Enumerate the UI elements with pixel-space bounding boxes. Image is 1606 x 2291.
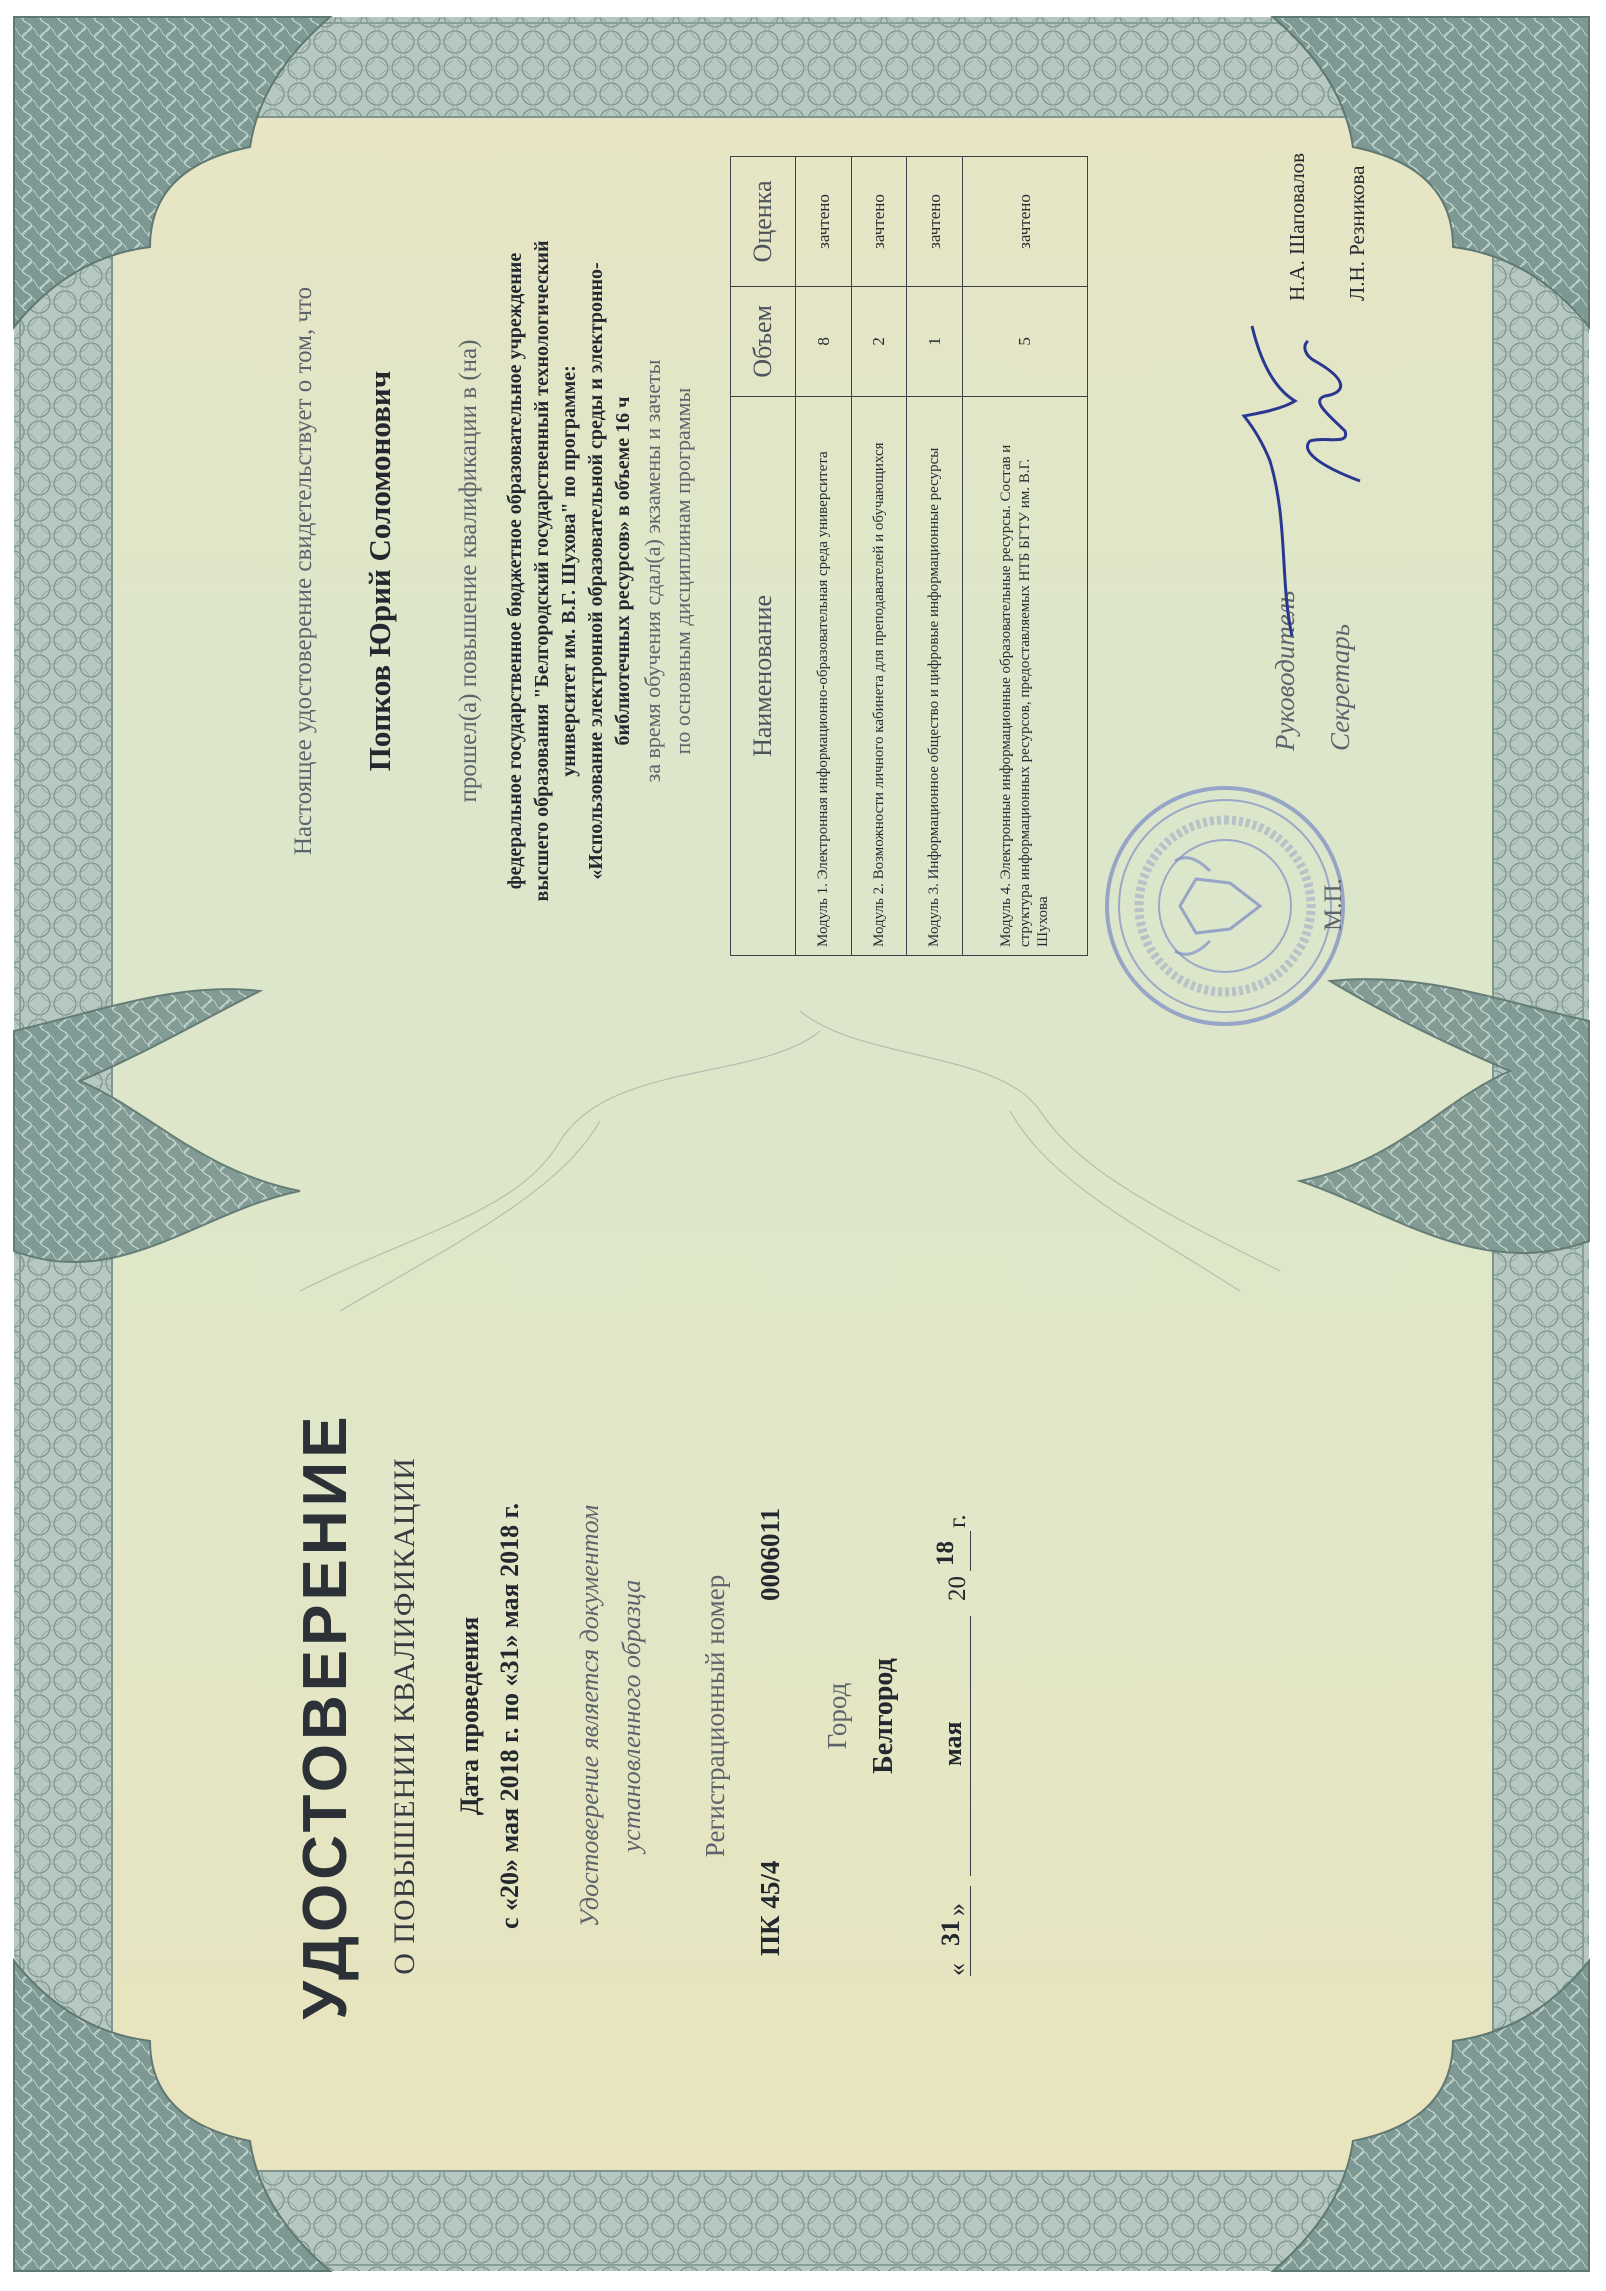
header-name: Наименование bbox=[731, 396, 796, 955]
issue-date-month-underline bbox=[970, 1616, 971, 1876]
issue-date-open-quote: « bbox=[942, 1963, 971, 1976]
issue-date-year-suffix: 18 bbox=[932, 1541, 959, 1566]
table-row bbox=[963, 157, 1088, 956]
reg-number-label: Регистрационный номер bbox=[700, 1574, 730, 1858]
module-volume: 2 bbox=[851, 286, 907, 396]
header-grade: Оценка bbox=[731, 157, 796, 287]
module-name: Модуль 2. Возможности личного кабинета для преподавателей и обучающихся bbox=[851, 396, 907, 955]
issue-date-year-underline bbox=[970, 1531, 971, 1571]
holder-name: Попков Юрий Соломонович bbox=[362, 370, 397, 772]
exams-line-1: за время обучения сдал(а) экзамены и зачеты bbox=[640, 359, 665, 783]
intro-text: Настоящее удостоверение свидетельствует о том, что bbox=[290, 286, 317, 856]
modules-table bbox=[730, 156, 1088, 956]
table-row bbox=[796, 157, 852, 956]
certificate-title: УДОСТОВЕРЕНИЕ bbox=[291, 1412, 360, 2020]
document-note-line1: Удостоверение является документом bbox=[575, 1504, 604, 1928]
module-grade: зачтено bbox=[851, 157, 907, 287]
head-title: Руководитель bbox=[1270, 590, 1300, 751]
reg-number-prefix: ПК 45/4 bbox=[755, 1860, 785, 1956]
secretary-title: Секретарь bbox=[1325, 623, 1355, 751]
secretary-name: Л.Н. Резникова bbox=[1345, 165, 1369, 301]
document-note-line2: установленного образца bbox=[617, 1579, 646, 1853]
issue-date-day-underline bbox=[970, 1886, 971, 1976]
table-header-row bbox=[731, 157, 796, 956]
date-heading: Дата проведения bbox=[455, 1616, 484, 1816]
city-label: Город bbox=[822, 1682, 852, 1750]
module-name: Модуль 4. Электронные информационные образовательные ресурсы. Состав и структура информационных ресурсов, предоставляемых НТБ БГТУ им. В.Г. Шухова bbox=[963, 396, 1088, 955]
module-name: Модуль 1. Электронная информационно-образовательная среда университета bbox=[796, 396, 852, 955]
issue-date-day: 31 bbox=[936, 1920, 965, 1946]
program-line-2: библиотечных ресурсов» в объеме 16 ч bbox=[612, 396, 634, 746]
table-row bbox=[851, 157, 907, 956]
date-range: с «20» мая 2018 г. по «31» мая 2018 г. bbox=[495, 1503, 524, 1929]
head-name: Н.А. Шаповалов bbox=[1285, 152, 1309, 301]
module-grade: зачтено bbox=[796, 157, 852, 287]
module-grade: зачтено bbox=[907, 157, 963, 287]
module-volume: 1 bbox=[907, 286, 963, 396]
institution-line-3: университет им. В.Г. Шухова" по программе: bbox=[558, 365, 580, 777]
module-volume: 8 bbox=[796, 286, 852, 396]
program-line-1: «Использование электронной образовательной среды и электронно- bbox=[585, 262, 607, 880]
module-name: Модуль 3. Информационное общество и цифровые информационные ресурсы bbox=[907, 396, 963, 955]
serial-number: 0006011 bbox=[755, 1507, 785, 1601]
institution-line-2: высшего образования "Белгородский государственный технологический bbox=[531, 240, 553, 902]
module-volume: 5 bbox=[963, 286, 1088, 396]
completed-text: прошел(а) повышение квалификации в (на) bbox=[455, 339, 482, 803]
header-volume: Объем bbox=[731, 286, 796, 396]
issue-date-year-unit: г. bbox=[944, 1514, 971, 1528]
issue-date-close-quote: » bbox=[942, 1903, 971, 1916]
institution-line-1: федеральное государственное бюджетное образовательное учреждение bbox=[504, 252, 526, 890]
city-value: Белгород bbox=[868, 1658, 899, 1774]
issue-date bbox=[930, 1416, 990, 1976]
exams-line-2: по основным дисциплинам программы bbox=[670, 387, 695, 755]
secretary-signature bbox=[1290, 331, 1370, 491]
seal-place-mark: М.П. bbox=[1320, 878, 1347, 931]
certificate-subtitle: О ПОВЫШЕНИИ КВАЛИФИКАЦИИ bbox=[388, 1457, 421, 1975]
module-grade: зачтено bbox=[963, 157, 1088, 287]
issue-date-year-prefix: 20 bbox=[944, 1576, 971, 1601]
table-row bbox=[907, 157, 963, 956]
official-seal bbox=[1100, 781, 1350, 1031]
issue-date-month: мая bbox=[938, 1721, 967, 1766]
